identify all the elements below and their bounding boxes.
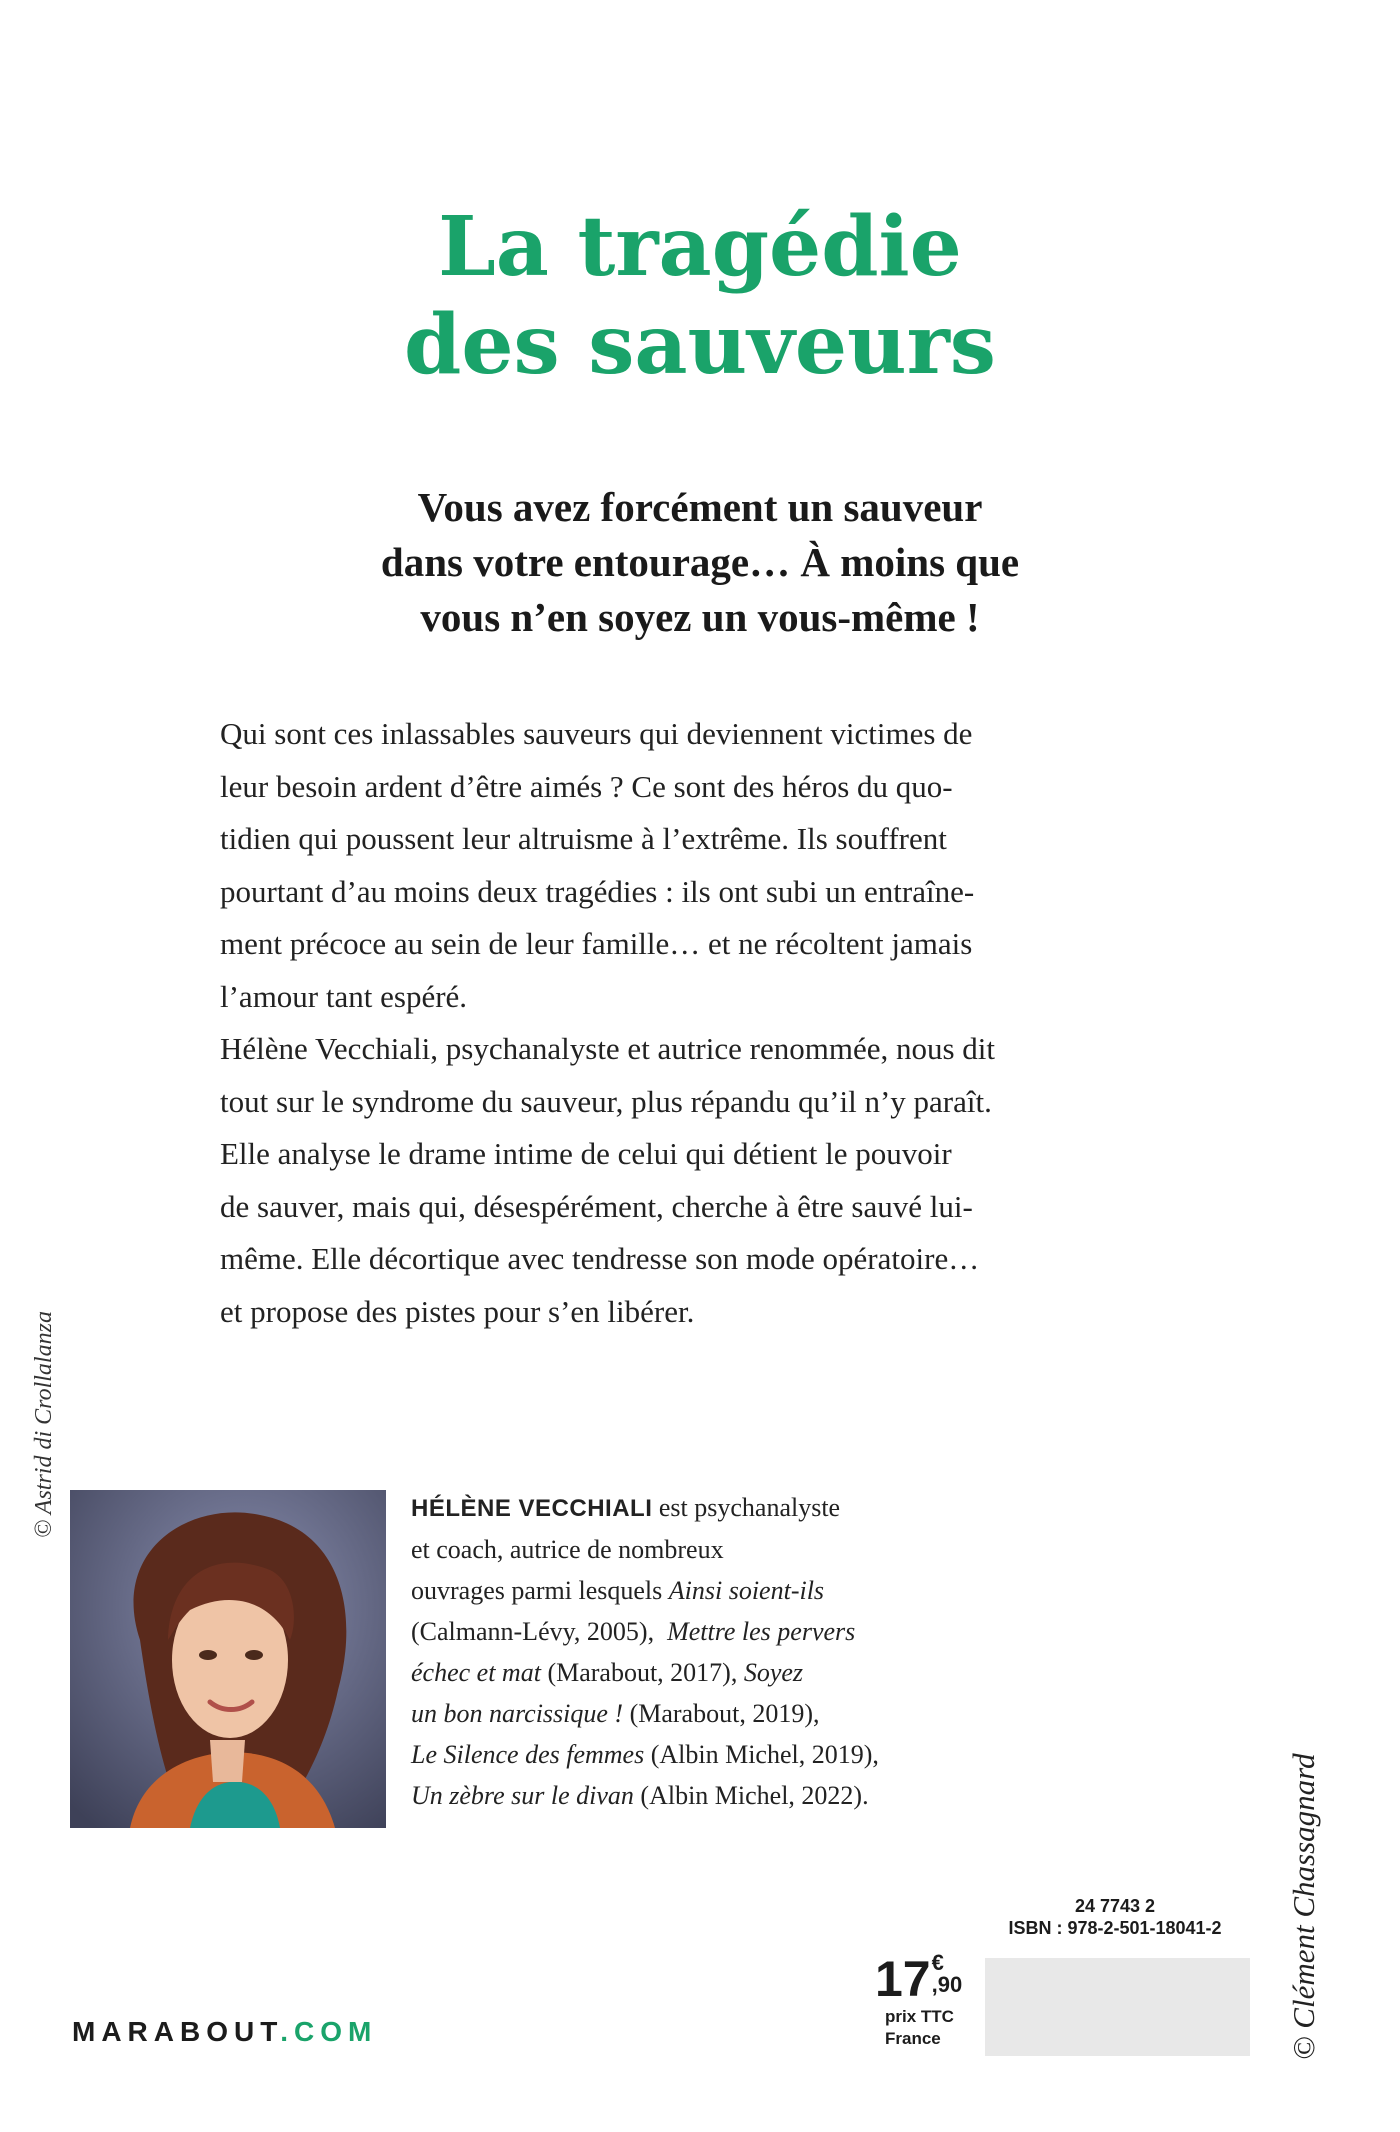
bio-line	[411, 1693, 1011, 1734]
author-name: HÉLÈNE VECCHIALI	[411, 1495, 653, 1522]
bio-text: (Marabout, 2019),	[623, 1699, 820, 1728]
book-title	[0, 198, 1400, 394]
blurb-line: pourtant d’au moins deux tragédies : ils ont subi un entraîne-	[220, 873, 975, 909]
bio-line	[411, 1652, 1011, 1693]
blurb-line: tidien qui poussent leur altruisme à l’extrême. Ils souffrent	[220, 821, 947, 856]
book-reference: Un zèbre sur le divan	[411, 1781, 634, 1810]
book-reference: un bon narcissique !	[411, 1699, 624, 1728]
bio-line	[411, 1734, 1011, 1775]
lead-line-3: vous n’en soyez un vous-même !	[420, 594, 980, 640]
bio-line	[411, 1487, 1011, 1529]
publisher-name: MARABOUT	[72, 2016, 281, 2047]
blurb-line: et propose des pistes pour s’en libérer.	[220, 1293, 695, 1329]
isbn: ISBN : 978-2-501-18041-2	[1008, 1918, 1222, 1938]
currency-symbol: €	[931, 1950, 944, 1975]
author-photo	[70, 1490, 386, 1828]
publisher-logo	[72, 2016, 377, 2048]
price-euros: 17	[875, 1951, 931, 2007]
blurb-line: tout sur le syndrome du sauveur, plus répandu qu’il n’y paraît.	[220, 1083, 992, 1119]
book-reference: Soyez	[743, 1658, 804, 1687]
bio-text: (Marabout, 2017),	[540, 1658, 744, 1687]
publisher-domain: .COM	[280, 2016, 378, 2047]
bio-text: (Albin Michel, 2019),	[644, 1740, 879, 1769]
lead-paragraph	[0, 480, 1400, 645]
product-codes	[980, 1895, 1250, 1939]
bio-text: est psychanalyste	[652, 1493, 841, 1522]
book-reference: échec et mat	[411, 1658, 541, 1687]
bio-text: (Calmann-Lévy, 2005),	[411, 1617, 668, 1646]
barcode-area	[985, 1958, 1250, 2056]
bio-line	[411, 1611, 1011, 1652]
price-note-ttc: prix TTC	[885, 2007, 954, 2026]
lead-line-1: Vous avez forcément un sauveur	[417, 484, 983, 530]
book-reference: Ainsi soient-ils	[668, 1576, 825, 1605]
cover-credit: © Clément Chassagnard	[1286, 1753, 1321, 2060]
bio-text: ouvrages parmi lesquels	[411, 1576, 669, 1605]
title-line-2: des sauveurs	[404, 297, 996, 393]
lead-line-2: dans votre entourage… À moins que	[380, 539, 1020, 585]
author-bio	[411, 1487, 1011, 1816]
bio-line: et coach, autrice de nombreux	[411, 1535, 724, 1564]
bio-line	[411, 1570, 1011, 1611]
blurb-line: Elle analyse le drame intime de celui qui détient le pouvoir	[220, 1136, 952, 1171]
blurb-line: de sauver, mais qui, désespérément, cherche à être sauvé lui-	[220, 1188, 973, 1224]
price-cents-group	[932, 1952, 963, 1996]
price-block	[875, 1952, 985, 2050]
blurb-line: ment précoce au sein de leur famille… et ne récoltent jamais	[220, 926, 973, 961]
book-reference: Le Silence des femmes	[411, 1740, 645, 1769]
price-note-country: France	[885, 2029, 941, 2048]
blurb-line: même. Elle décortique avec tendresse son mode opératoire…	[220, 1241, 980, 1276]
title-line-1: La tragédie	[438, 199, 962, 295]
blurb-line: Hélène Vecchiali, psychanalyste et autrice renommée, nous dit	[220, 1031, 995, 1066]
blurb-line: l’amour tant espéré.	[220, 978, 468, 1014]
bio-line	[411, 1775, 1011, 1816]
internal-code: 24 7743 2	[1074, 1896, 1156, 1916]
blurb-line: leur besoin ardent d’être aimés ? Ce sont des héros du quo-	[220, 768, 953, 804]
blurb-text	[220, 708, 1180, 1338]
book-reference: Mettre les pervers	[667, 1617, 856, 1646]
bio-text: (Albin Michel, 2022).	[633, 1781, 869, 1810]
price-cents: ,90	[931, 1972, 963, 1997]
blurb-line: Qui sont ces inlassables sauveurs qui deviennent victimes de	[220, 716, 973, 751]
photo-credit: © Astrid di Crollalanza	[31, 1311, 57, 1538]
author-portrait-illustration	[70, 1490, 386, 1828]
